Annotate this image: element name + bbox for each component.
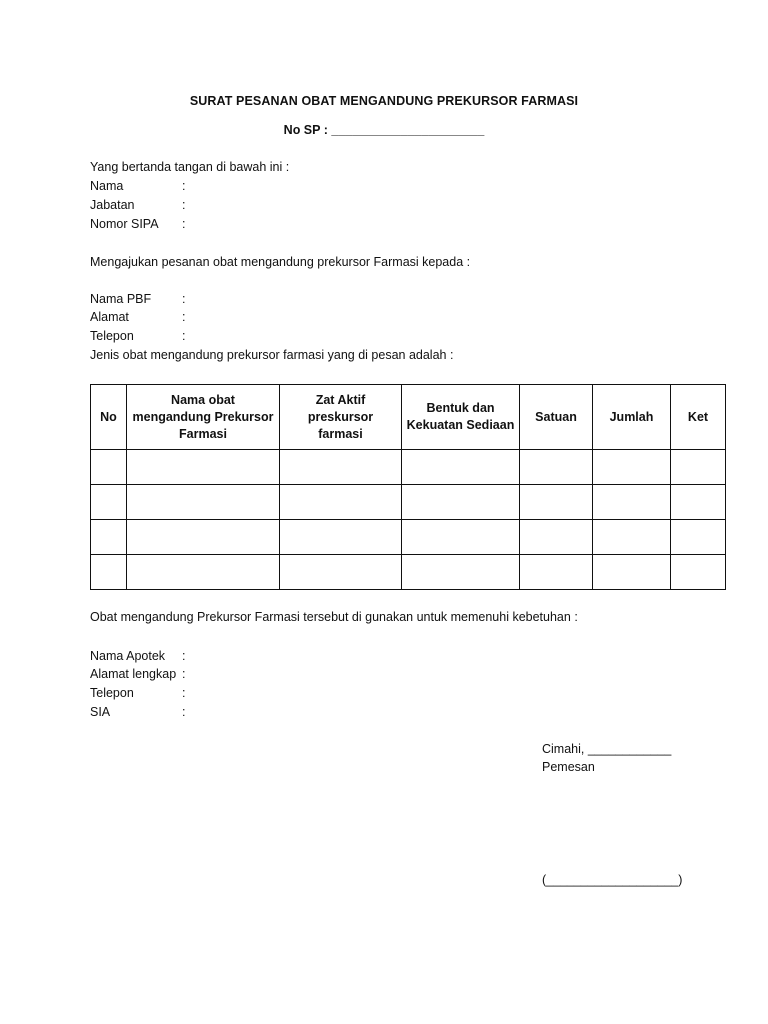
table-cell <box>127 520 280 555</box>
field-alamat <box>90 310 185 324</box>
table-cell <box>520 485 593 520</box>
table-cell <box>127 485 280 520</box>
table-cell <box>402 555 520 590</box>
header-bentuk-kekuatan: Bentuk dan Kekuatan Sediaan <box>402 385 520 450</box>
field-alamat-lengkap <box>90 667 185 681</box>
field-label: Telepon <box>90 686 134 700</box>
order-table <box>90 384 726 590</box>
field-nama <box>90 179 185 193</box>
field-colon: : <box>182 310 186 324</box>
field-telepon-pbf <box>90 329 185 343</box>
table-cell <box>520 520 593 555</box>
field-label: Jabatan <box>90 198 135 212</box>
table-cell <box>280 520 402 555</box>
field-colon: : <box>182 292 186 306</box>
document-title: SURAT PESANAN OBAT MENGANDUNG PREKURSOR FARMASI <box>189 94 579 108</box>
intro-text: Yang bertanda tangan di bawah ini : <box>90 160 290 174</box>
table-cell <box>671 485 726 520</box>
place-date: Cimahi, ____________ <box>542 742 672 756</box>
header-satuan: Satuan <box>520 385 593 450</box>
table-header-row <box>91 385 726 450</box>
field-label: Nama <box>90 179 124 193</box>
field-nama-pbf <box>90 292 185 306</box>
field-label: Alamat lengkap <box>90 667 177 681</box>
field-telepon-apotek <box>90 686 185 700</box>
table-cell <box>520 450 593 485</box>
field-sia <box>90 705 185 719</box>
table-cell <box>280 485 402 520</box>
table-cell <box>593 520 671 555</box>
field-nama-apotek <box>90 649 185 663</box>
header-nama-obat: Nama obat mengandung Prekursor Farmasi <box>127 385 280 450</box>
table-row <box>91 450 726 485</box>
table-cell <box>593 450 671 485</box>
field-colon: : <box>182 705 186 719</box>
table-cell <box>671 520 726 555</box>
field-colon: : <box>182 217 186 231</box>
table-row <box>91 485 726 520</box>
table-cell <box>280 450 402 485</box>
header-jumlah: Jumlah <box>593 385 671 450</box>
purpose-text: Obat mengandung Prekursor Farmasi tersebut di gunakan untuk memenuhi kebetuhan : <box>90 610 578 624</box>
header-zat-aktif: Zat Aktif preskursor farmasi <box>280 385 402 450</box>
field-colon: : <box>182 179 186 193</box>
field-label: Alamat <box>90 310 129 324</box>
table-cell <box>280 555 402 590</box>
table-cell <box>127 450 280 485</box>
field-colon: : <box>182 667 186 681</box>
field-colon: : <box>182 198 186 212</box>
field-label: Nama PBF <box>90 292 152 306</box>
request-text: Mengajukan pesanan obat mengandung prekursor Farmasi kepada : <box>90 255 471 269</box>
signature-line: (___________________) <box>542 873 683 887</box>
table-cell <box>593 485 671 520</box>
table-cell <box>671 450 726 485</box>
table-row <box>91 520 726 555</box>
table-cell <box>91 520 127 555</box>
table-row <box>91 555 726 590</box>
header-no: No <box>91 385 127 450</box>
table-cell <box>593 555 671 590</box>
list-intro-text: Jenis obat mengandung prekursor farmasi yang di pesan adalah : <box>90 348 454 362</box>
table-cell <box>127 555 280 590</box>
table-cell <box>402 485 520 520</box>
field-label: Telepon <box>90 329 134 343</box>
field-colon: : <box>182 649 186 663</box>
signer-role: Pemesan <box>542 760 595 774</box>
table-cell <box>520 555 593 590</box>
field-label: Nomor SIPA <box>90 217 159 231</box>
table-cell <box>91 555 127 590</box>
field-label: Nama Apotek <box>90 649 166 663</box>
table-cell <box>402 520 520 555</box>
field-label: SIA <box>90 705 111 719</box>
table-cell <box>402 450 520 485</box>
no-sp-field: No SP : ______________________ <box>283 123 485 137</box>
table-cell <box>91 450 127 485</box>
table-cell <box>671 555 726 590</box>
table-cell <box>91 485 127 520</box>
field-nomor-sipa <box>90 217 185 231</box>
header-ket: Ket <box>671 385 726 450</box>
field-jabatan <box>90 198 185 212</box>
field-colon: : <box>182 329 186 343</box>
field-colon: : <box>182 686 186 700</box>
